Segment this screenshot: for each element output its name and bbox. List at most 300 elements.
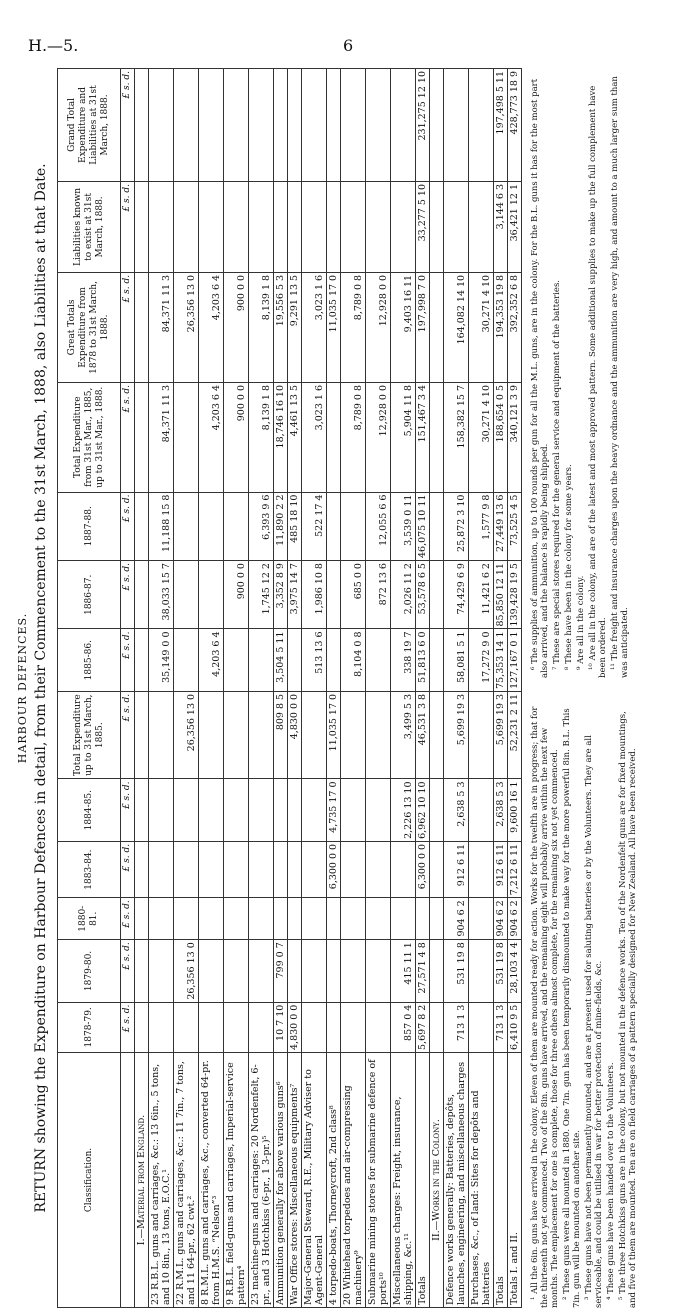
amount-cell: 2,026 11 2 (391, 561, 416, 629)
amount-cell: 84,371 11 3 (149, 272, 174, 382)
amount-cell: 188,654 0 5 (494, 382, 508, 492)
amount-cell: 3,504 5 11 (274, 629, 288, 691)
header-year-column: 1884-85. (58, 779, 121, 841)
amount-cell (149, 841, 174, 897)
empty-cell (430, 382, 444, 492)
empty-cell (135, 898, 149, 940)
amount-cell: 4,203 6 4 (199, 382, 224, 492)
amount-cell (391, 898, 416, 940)
amount-cell (249, 1002, 274, 1052)
amount-cell: 2,226 13 10 (391, 779, 416, 841)
amount-cell: 27,571 4 8 (416, 940, 430, 1002)
amount-cell: 158,382 15 7 (444, 382, 469, 492)
empty-cell (135, 1002, 149, 1052)
empty-cell (135, 492, 149, 560)
amount-cell: 799 0 7 (274, 940, 288, 1002)
amount-cell (224, 629, 249, 691)
amount-cell (199, 841, 224, 897)
amount-cell: 3,023 1 6 (302, 382, 327, 492)
amount-cell: 19,556 5 3 (274, 272, 288, 382)
amount-cell: 12,055 6 6 (366, 492, 391, 560)
amount-cell (199, 561, 224, 629)
amount-cell: 5,697 8 2 (416, 1002, 430, 1052)
row-label: 4 torpedo-boats, Thorneycroft, 2nd class⁸ (327, 1053, 341, 1308)
amount-cell: 8,789 0 8 (341, 382, 366, 492)
amount-cell (366, 1002, 391, 1052)
amount-cell: 900 0 0 (224, 561, 249, 629)
amount-cell (469, 898, 494, 940)
amount-cell: 531 19 8 (494, 940, 508, 1002)
amount-cell (341, 779, 366, 841)
amount-cell: 17,272 9 0 (469, 629, 494, 691)
amount-cell: 900 0 0 (224, 382, 249, 492)
amount-cell: 52,231 2 11 (508, 691, 522, 779)
amount-cell: 18,746 16 10 (274, 382, 288, 492)
amount-cell (199, 898, 224, 940)
amount-cell (149, 779, 174, 841)
amount-cell (224, 691, 249, 779)
amount-cell: 6,300 0 0 (327, 841, 341, 897)
amount-cell: 231,275 12 10 (416, 69, 430, 182)
amount-cell (288, 181, 302, 272)
amount-cell: 9,291 13 5 (288, 272, 302, 382)
amount-cell (288, 940, 302, 1002)
amount-cell: 522 17 4 (302, 492, 327, 560)
amount-cell: 12,928 0 0 (366, 272, 391, 382)
amount-cell: 912 6 11 (444, 841, 469, 897)
amount-cell: 85,850 12 11 (494, 561, 508, 629)
amount-cell (249, 779, 274, 841)
amount-cell: 5,699 19 3 (444, 691, 469, 779)
amount-cell (274, 779, 288, 841)
amount-cell: 340,121 3 9 (508, 382, 522, 492)
row-label: Defence works generally: Batteries, depôts, launches, engineering, and miscellaneous charges (444, 1053, 469, 1308)
amount-cell: 11,188 15 8 (149, 492, 174, 560)
amount-cell (341, 940, 366, 1002)
amount-cell (174, 841, 199, 897)
amount-cell: 53,578 6 5 (416, 561, 430, 629)
amount-cell (274, 841, 288, 897)
unit-label: £ s. d. (121, 841, 135, 897)
table-row (341, 69, 366, 1308)
amount-cell: 338 19 7 (391, 629, 416, 691)
amount-cell (149, 898, 174, 940)
amount-cell (199, 940, 224, 1002)
amount-cell (341, 492, 366, 560)
header-classification: Classification. (58, 1053, 121, 1308)
amount-cell: 11,035 17 0 (327, 272, 341, 382)
amount-cell (327, 181, 341, 272)
amount-cell (302, 841, 327, 897)
column-headers (58, 69, 121, 1308)
unit-label: £ s. d. (121, 69, 135, 182)
document-ref: H.—5. (28, 36, 79, 55)
return-subtitle: RETURN showing the Expenditure on Harbour Defences in detail, from their Commencement to the 31st March, 1888, also Liabilities at that Date. (33, 163, 49, 1213)
amount-cell (199, 181, 224, 272)
empty-cell (430, 841, 444, 897)
amount-cell: 151,467 3 4 (416, 382, 430, 492)
row-label: Totals I. and II. (508, 1053, 522, 1308)
empty-cell (430, 492, 444, 560)
amount-cell (174, 1002, 199, 1052)
amount-cell (341, 69, 366, 182)
amount-cell (274, 69, 288, 182)
empty-cell (135, 841, 149, 897)
empty-cell (430, 691, 444, 779)
section-heading: I.—Material from England. (135, 1053, 149, 1308)
amount-cell: 11,421 6 2 (469, 561, 494, 629)
header-year-column: Total Expenditure up to 31st March, 1885. (58, 691, 121, 779)
amount-cell (366, 69, 391, 182)
amount-cell (391, 69, 416, 182)
amount-cell: 27,449 13 6 (494, 492, 508, 560)
row-label: Purchases, &c., of land: Sites for depôts and batteries (469, 1053, 494, 1308)
amount-cell: 904 6 2 (508, 898, 522, 940)
amount-cell (174, 382, 199, 492)
amount-cell (366, 898, 391, 940)
amount-cell (327, 561, 341, 629)
header-year-column: Liabilities known to exist at 31st March, 1888. (58, 181, 121, 272)
table-row (366, 69, 391, 1308)
table-row (469, 69, 494, 1308)
amount-cell: 11,890 2 2 (274, 492, 288, 560)
amount-cell: 51,813 6 0 (416, 629, 430, 691)
amount-cell (327, 492, 341, 560)
header-year-column: 1887-88. (58, 492, 121, 560)
amount-cell: 11,035 17 0 (327, 691, 341, 779)
row-label: 23 machine-guns and carriages: 20 Nordenfelt, 6-pr., and 3 Hotchkiss (6-pr., 1 3-pr.)⁵ (249, 1053, 274, 1308)
empty-cell (430, 561, 444, 629)
amount-cell: 513 13 6 (302, 629, 327, 691)
amount-cell (469, 691, 494, 779)
unit-label: £ s. d. (121, 181, 135, 272)
amount-cell: 4,830 0 0 (288, 1002, 302, 1052)
section-heading-row (430, 69, 444, 1308)
amount-cell (469, 181, 494, 272)
amount-cell (416, 898, 430, 940)
footnote: ¹¹ The freight and insurance charges upon the heavy ordnance and the ammunition are very high, and amount to a much larger sum than was anticipated. (610, 76, 630, 678)
amount-cell (341, 898, 366, 940)
amount-cell: 139,428 19 5 (508, 561, 522, 629)
amount-cell: 6,962 10 10 (416, 779, 430, 841)
amount-cell: 3,975 14 7 (288, 561, 302, 629)
landscape-content (14, 68, 694, 1308)
amount-cell: 84,371 11 3 (149, 382, 174, 492)
amount-cell (249, 940, 274, 1002)
amount-cell: 713 1 3 (494, 1002, 508, 1052)
totals-row (416, 69, 430, 1308)
amount-cell: 5,904 11 8 (391, 382, 416, 492)
amount-cell (224, 181, 249, 272)
amount-cell: 58,081 5 1 (444, 629, 469, 691)
amount-cell (366, 629, 391, 691)
footnote: ⁹ Are all in the colony. (576, 575, 586, 670)
amount-cell (174, 492, 199, 560)
amount-cell: 73,525 4 5 (508, 492, 522, 560)
header-year-column: 1883-84. (58, 841, 121, 897)
amount-cell (341, 841, 366, 897)
amount-cell (249, 691, 274, 779)
empty-cell (135, 272, 149, 382)
amount-cell (149, 69, 174, 182)
empty-cell (430, 272, 444, 382)
amount-cell: 857 0 4 (391, 1002, 416, 1052)
amount-cell: 904 6 2 (444, 898, 469, 940)
amount-cell (469, 1002, 494, 1052)
unit-label: £ s. d. (121, 561, 135, 629)
amount-cell: 2,638 5 3 (494, 779, 508, 841)
amount-cell: 4,461 13 5 (288, 382, 302, 492)
amount-cell (366, 779, 391, 841)
amount-cell: 8,789 0 8 (341, 272, 366, 382)
amount-cell: 26,356 13 0 (174, 272, 199, 382)
empty-cell (135, 691, 149, 779)
amount-cell: 900 0 0 (224, 272, 249, 382)
footnote: ⁶ The supplies of ammunition, up to 100 rounds per gun for all the M.L. guns, are in the colony. For the B.L. guns it has for the most part also arrived, and the balance is rapidly being shipped. (530, 78, 550, 678)
table-body (121, 69, 522, 1308)
empty-cell (430, 181, 444, 272)
amount-cell (302, 1002, 327, 1052)
amount-cell: 7,212 6 11 (508, 841, 522, 897)
amount-cell: 392,352 6 8 (508, 272, 522, 382)
section-heading-row (135, 69, 149, 1308)
amount-cell (249, 69, 274, 182)
amount-cell (327, 940, 341, 1002)
header-year-column: Grand Total Expenditure and Liabilities at 31st March, 1888. (58, 69, 121, 182)
header-year-column: 1878-79. (58, 1002, 121, 1052)
amount-cell: 6,300 0 0 (416, 841, 430, 897)
amount-cell (224, 492, 249, 560)
footnote: ⁸ These have been in the colony for some years. (564, 464, 574, 670)
amount-cell (224, 940, 249, 1002)
empty-cell (430, 1002, 444, 1052)
amount-cell: 872 13 6 (366, 561, 391, 629)
amount-cell: 3,352 8 9 (274, 561, 288, 629)
amount-cell: 3,499 5 3 (391, 691, 416, 779)
amount-cell (199, 779, 224, 841)
unit-label: £ s. d. (121, 382, 135, 492)
empty-cell (430, 69, 444, 182)
amount-cell (302, 898, 327, 940)
amount-cell: 197,498 5 11 (494, 69, 508, 182)
amount-cell (341, 181, 366, 272)
amount-cell (224, 779, 249, 841)
amount-cell (288, 629, 302, 691)
amount-cell: 3,539 0 11 (391, 492, 416, 560)
amount-cell (444, 69, 469, 182)
amount-cell (366, 940, 391, 1002)
table-row (327, 69, 341, 1308)
empty-cell (430, 629, 444, 691)
table-row (174, 69, 199, 1308)
amount-cell: 127,167 0 1 (508, 629, 522, 691)
amount-cell: 38,033 15 7 (149, 561, 174, 629)
amount-cell (174, 779, 199, 841)
amount-cell: 2,638 5 3 (444, 779, 469, 841)
amount-cell: 30,271 4 10 (469, 272, 494, 382)
amount-cell: 4,203 6 4 (199, 272, 224, 382)
header-year-column: Great Totals Expenditure from 1878 to 31st March, 1888. (58, 272, 121, 382)
amount-cell (469, 779, 494, 841)
table-row (288, 69, 302, 1308)
amount-cell: 8,104 0 8 (341, 629, 366, 691)
footnote: ³ These guns have not been permanently mounted, and are at present used for saluting batteries or by the Volunteers. They are all serviceable, and could be utilised in war for better protection of mine-fields, &c. (584, 735, 604, 1308)
amount-cell: 25,872 3 10 (444, 492, 469, 560)
row-label: Major-General Steward, R.E., Military Adviser to Agent-General (302, 1053, 327, 1308)
amount-cell (249, 629, 274, 691)
amount-cell (174, 181, 199, 272)
amount-cell: 9,600 16 1 (508, 779, 522, 841)
row-label: 23 R.B.L. guns and carriages, &c.: 13 6in., 5 tons, and 10 8in., 13 tons, E.O.C.¹ (149, 1053, 174, 1308)
header-year-column: Total Expenditure from 31st Mar., 1885, up to 31st Mar., 1888. (58, 382, 121, 492)
amount-cell: 28,103 4 4 (508, 940, 522, 1002)
amount-cell (391, 841, 416, 897)
amount-cell (224, 841, 249, 897)
amount-cell: 912 6 11 (494, 841, 508, 897)
amount-cell (274, 181, 288, 272)
table-row (302, 69, 327, 1308)
amount-cell: 46,075 10 11 (416, 492, 430, 560)
amount-cell: 3,144 6 3 (494, 181, 508, 272)
amount-cell (149, 1002, 174, 1052)
amount-cell: 8,139 1 8 (249, 272, 274, 382)
footnote: ⁵ The three Hotchkiss guns are in the colony, but not mounted in the defence works. Ten of the Nordenfelt guns are for fixed mountings, and five of them are mounted. Ten are on field carriages of a pattern specially designed for New Zealand. All have been received. (618, 711, 638, 1308)
amount-cell: 164,082 14 10 (444, 272, 469, 382)
amount-cell: 1,745 12 2 (249, 561, 274, 629)
footnotes (530, 68, 638, 1308)
amount-cell (341, 1002, 366, 1052)
amount-cell (174, 561, 199, 629)
amount-cell: 75,353 14 1 (494, 629, 508, 691)
amount-cell: 4,203 6 4 (199, 629, 224, 691)
amount-cell: 36,421 12 1 (508, 181, 522, 272)
amount-cell: 531 19 8 (444, 940, 469, 1002)
amount-cell: 26,356 13 0 (174, 940, 199, 1002)
empty-cell (135, 181, 149, 272)
amount-cell (174, 69, 199, 182)
empty-cell (135, 382, 149, 492)
amount-cell: 46,531 3 8 (416, 691, 430, 779)
row-label: Ammunition generally for above various guns⁶ (274, 1053, 288, 1308)
amount-cell (224, 898, 249, 940)
footnote: ⁷ These are special stores required for the general service and equipment of the batteries. (552, 279, 562, 670)
unit-label: £ s. d. (121, 272, 135, 382)
rotated-page-frame (14, 68, 694, 1308)
table-row (199, 69, 224, 1308)
amount-cell (302, 940, 327, 1002)
amount-cell (199, 69, 224, 182)
expenditure-table (57, 68, 522, 1308)
empty-cell (430, 940, 444, 1002)
amount-cell: 26,356 13 0 (174, 691, 199, 779)
header-year-column: 1879-80. (58, 940, 121, 1002)
amount-cell (327, 382, 341, 492)
row-label: 8 R.M.L. guns and carriages, &c., converted 64-pr. from H.M.S. “Nelson”³ (199, 1053, 224, 1308)
amount-cell: 6,410 9 5 (508, 1002, 522, 1052)
empty-cell (135, 940, 149, 1002)
amount-cell (302, 779, 327, 841)
amount-cell (149, 691, 174, 779)
amount-cell: 4,830 0 0 (288, 691, 302, 779)
row-label: 22 R.M.L. guns and carriages, &c.: 11 7in., 7 tons, and 11 64-pr., 62 cwt.² (174, 1053, 199, 1308)
amount-cell (469, 841, 494, 897)
unit-label: £ s. d. (121, 779, 135, 841)
amount-cell: 197,998 7 0 (416, 272, 430, 382)
amount-cell: 809 8 5 (274, 691, 288, 779)
amount-cell: 4,735 17 0 (327, 779, 341, 841)
amount-cell: 9,403 16 11 (391, 272, 416, 382)
row-label: Totals (494, 1053, 508, 1308)
empty-cell (135, 629, 149, 691)
amount-cell (174, 898, 199, 940)
amount-cell: 904 6 2 (494, 898, 508, 940)
row-label: Miscellaneous charges: Freight, insurance, shipping, &c.¹¹ (391, 1053, 416, 1308)
amount-cell: 5,699 19 3 (494, 691, 508, 779)
amount-cell (302, 181, 327, 272)
empty-cell (430, 898, 444, 940)
amount-cell (391, 181, 416, 272)
amount-cell (366, 691, 391, 779)
empty-cell (135, 69, 149, 182)
amount-cell (224, 69, 249, 182)
amount-cell (302, 691, 327, 779)
amount-cell: 6,393 9 6 (249, 492, 274, 560)
empty-cell (135, 779, 149, 841)
table-row (391, 69, 416, 1308)
amount-cell: 3,023 1 6 (302, 272, 327, 382)
section-title: HARBOUR DEFENCES. (16, 612, 29, 764)
footnote: ² These guns were all mounted in 1880. One 7in. gun has been temporarily dismounted to make way for the more powerful 8in. B.L. This 7in. gun will be mounted on another site. (562, 708, 582, 1308)
amount-cell (274, 898, 288, 940)
amount-cell (249, 181, 274, 272)
amount-cell (149, 940, 174, 1002)
footnote: ⁴ These guns have been handed over to the Volunteers. (606, 1062, 616, 1300)
unit-label: £ s. d. (121, 629, 135, 691)
amount-cell (224, 1002, 249, 1052)
amount-cell (288, 898, 302, 940)
amount-cell: 194,353 19 8 (494, 272, 508, 382)
unit-label: £ s. d. (121, 691, 135, 779)
amount-cell (302, 69, 327, 182)
amount-cell (249, 898, 274, 940)
row-label: Totals (416, 1053, 430, 1308)
amount-cell: 30,271 4 10 (469, 382, 494, 492)
empty-cell (135, 561, 149, 629)
amount-cell (327, 629, 341, 691)
amount-cell: 713 1 3 (444, 1002, 469, 1052)
amount-cell (327, 1002, 341, 1052)
unit-label: £ s. d. (121, 940, 135, 1002)
amount-cell (341, 691, 366, 779)
table-row (444, 69, 469, 1308)
unit-label: £ s. d. (121, 898, 135, 940)
amount-cell (199, 691, 224, 779)
row-label: 20 Whitehead torpedoes and air-compressing machinery⁹ (341, 1053, 366, 1308)
amount-cell: 12,928 0 0 (366, 382, 391, 492)
unit-label: £ s. d. (121, 492, 135, 560)
table-row (149, 69, 174, 1308)
footnote: ¹ All the 6in. guns have arrived in the colony. Eleven of them are mounted ready for action. Works for the twelfth are in progress; that for the thirteenth not yet commenced. Two of the 8in. guns have arrived, and the remaining eight will probably arrive within the next few months. The emplacement for one is complete, those for three others almost complete, for the remaining six not yet commenced. (530, 706, 560, 1308)
amount-cell: 1,986 10 8 (302, 561, 327, 629)
amount-cell (174, 629, 199, 691)
amount-cell: 485 18 10 (288, 492, 302, 560)
table-row (249, 69, 274, 1308)
amount-cell (469, 940, 494, 1002)
totals-row (494, 69, 508, 1308)
unit-label: £ s. d. (121, 1002, 135, 1052)
amount-cell: 8,139 1 8 (249, 382, 274, 492)
amount-cell (249, 841, 274, 897)
